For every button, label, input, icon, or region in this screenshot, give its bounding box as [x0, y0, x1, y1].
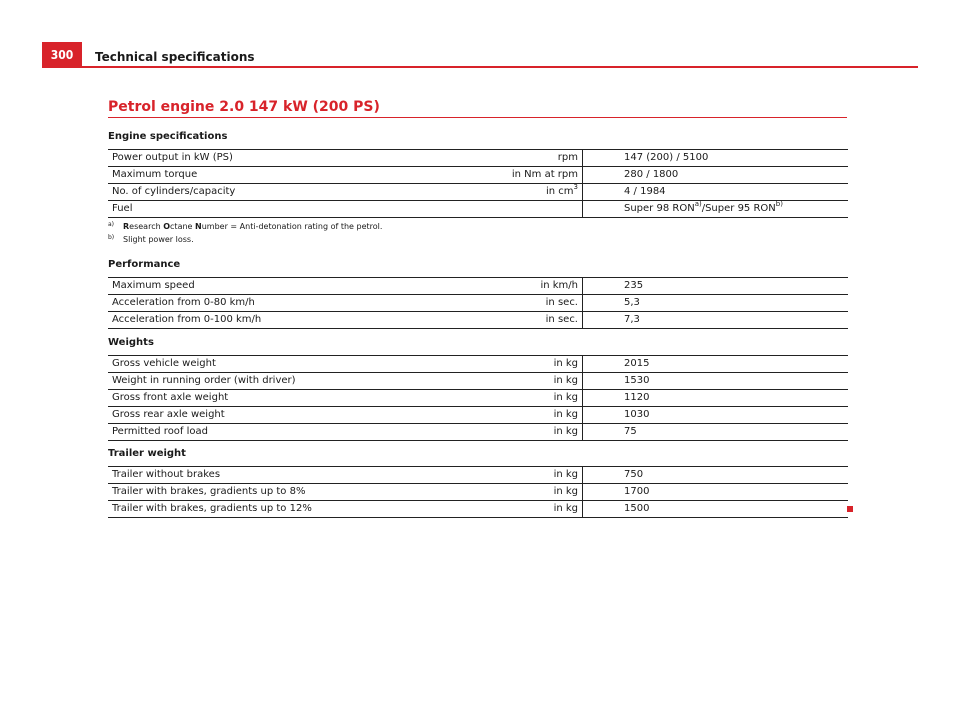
row-value: 1530	[583, 373, 849, 390]
unit-text: in cm	[545, 186, 574, 197]
table-row	[108, 356, 848, 373]
row-label: Acceleration from 0-80 km/h	[108, 295, 474, 312]
row-value: 75	[583, 424, 849, 441]
row-label: No. of cylinders/capacity	[108, 184, 474, 201]
weights-heading: Weights	[108, 337, 154, 348]
footnote-ref-a: a)	[694, 200, 702, 208]
table-row	[108, 295, 848, 312]
row-label: Gross rear axle weight	[108, 407, 474, 424]
row-label: Trailer with brakes, gradients up to 12%	[108, 501, 474, 518]
row-unit: in kg	[474, 407, 583, 424]
row-value: 147 (200) / 5100	[583, 150, 849, 167]
row-unit: in kg	[474, 501, 583, 518]
row-value: 750	[583, 467, 849, 484]
row-label: Maximum speed	[108, 278, 474, 295]
table-row	[108, 407, 848, 424]
engine-heading: Engine specifications	[108, 131, 228, 142]
section-end-marker	[847, 506, 853, 512]
row-unit: in sec.	[474, 312, 583, 329]
footnote-ref-b: b)	[775, 200, 783, 208]
table-row	[108, 167, 848, 184]
table-row	[108, 184, 848, 201]
performance-heading: Performance	[108, 259, 181, 270]
footnote-mark: b)	[108, 234, 115, 241]
engine-table	[108, 149, 848, 218]
footnotes	[108, 222, 382, 248]
row-label: Acceleration from 0-100 km/h	[108, 312, 474, 329]
table-row	[108, 424, 848, 441]
row-unit	[474, 184, 583, 201]
row-value: 1700	[583, 484, 849, 501]
header-rule	[82, 66, 918, 68]
row-value: 5,3	[583, 295, 849, 312]
section-rule	[108, 117, 847, 118]
table-row	[108, 373, 848, 390]
row-unit: in kg	[474, 373, 583, 390]
table-row	[108, 484, 848, 501]
weights-table	[108, 355, 848, 441]
row-unit: in km/h	[474, 278, 583, 295]
table-row	[108, 467, 848, 484]
row-label: Trailer with brakes, gradients up to 8%	[108, 484, 474, 501]
row-value: 1030	[583, 407, 849, 424]
row-value: 1120	[583, 390, 849, 407]
row-unit: in sec.	[474, 295, 583, 312]
table-row	[108, 390, 848, 407]
footnote-a	[108, 222, 382, 231]
row-value: 2015	[583, 356, 849, 373]
row-unit: rpm	[474, 150, 583, 167]
row-label: Trailer without brakes	[108, 467, 474, 484]
row-label: Fuel	[108, 201, 474, 218]
row-label: Weight in running order (with driver)	[108, 373, 474, 390]
fuel-alternative: /Super 95 RON	[701, 203, 776, 214]
row-unit: in Nm at rpm	[474, 167, 583, 184]
row-value: 1500	[583, 501, 849, 518]
table-row	[108, 150, 848, 167]
table-row	[108, 278, 848, 295]
section-title: Petrol engine 2.0 147 kW (200 PS)	[108, 99, 380, 115]
unit-superscript: 3	[573, 183, 578, 191]
row-label: Maximum torque	[108, 167, 474, 184]
row-unit: in kg	[474, 484, 583, 501]
row-value: 7,3	[583, 312, 849, 329]
table-row	[108, 201, 848, 218]
row-unit: in kg	[474, 390, 583, 407]
row-label: Gross vehicle weight	[108, 356, 474, 373]
row-unit: in kg	[474, 356, 583, 373]
row-unit: in kg	[474, 467, 583, 484]
row-label: Permitted roof load	[108, 424, 474, 441]
footnote-b	[108, 235, 382, 244]
row-label: Gross front axle weight	[108, 390, 474, 407]
row-value	[583, 201, 849, 218]
fuel-primary: Super 98 RON	[624, 203, 695, 214]
table-row	[108, 312, 848, 329]
trailer-table	[108, 466, 848, 518]
row-unit: in kg	[474, 424, 583, 441]
row-label: Power output in kW (PS)	[108, 150, 474, 167]
performance-table	[108, 277, 848, 329]
row-value: 235	[583, 278, 849, 295]
footnote-mark: a)	[108, 221, 115, 228]
footnote-text: Slight power loss.	[123, 235, 194, 244]
header-title: Technical specifications	[95, 50, 255, 64]
footnote-text: Research Octane Number = Anti-detonation rating of the petrol.	[123, 222, 383, 231]
page-number: 300	[42, 42, 82, 68]
table-row	[108, 501, 848, 518]
row-value: 4 / 1984	[583, 184, 849, 201]
row-value: 280 / 1800	[583, 167, 849, 184]
row-unit	[474, 201, 583, 218]
trailer-heading: Trailer weight	[108, 448, 186, 459]
